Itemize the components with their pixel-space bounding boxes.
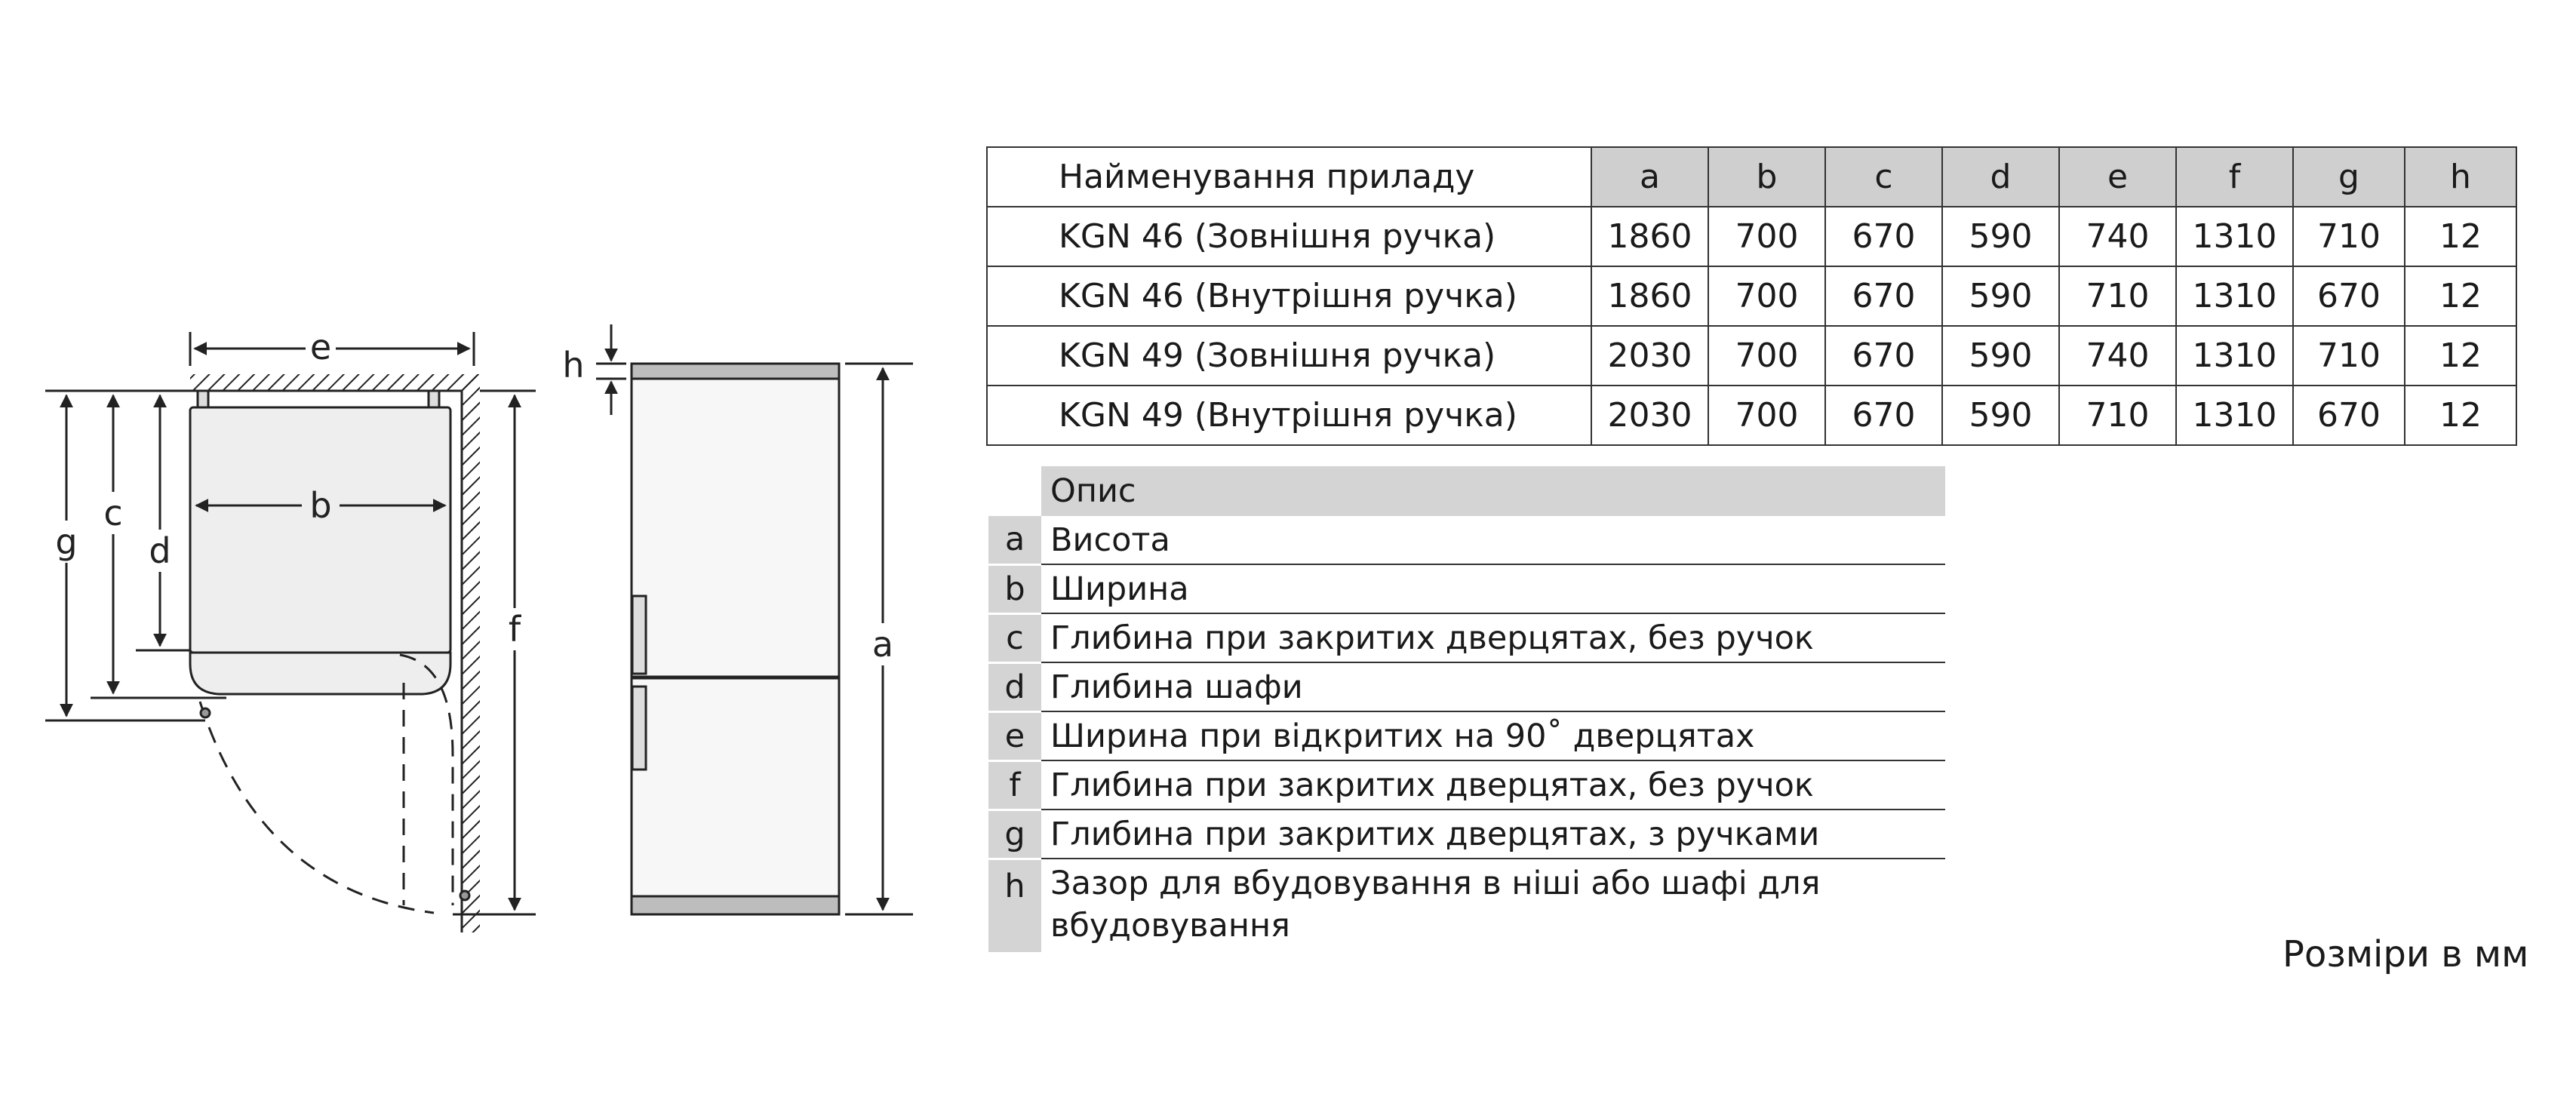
legend-item	[988, 564, 1945, 613]
handle-upper	[632, 596, 646, 674]
legend-item	[988, 662, 1945, 711]
cell-g: 670	[2293, 386, 2405, 445]
label-g: g	[55, 521, 78, 562]
cell-g: 670	[2293, 266, 2405, 326]
units-footnote: Розміри в мм	[2282, 933, 2529, 975]
fridge-top-body	[190, 407, 450, 653]
legend-letter: d	[988, 662, 1041, 711]
wall-side-hatch	[462, 374, 480, 932]
cell-a: 1860	[1591, 266, 1708, 326]
wall-top-hatch	[190, 374, 479, 391]
cell-e: 710	[2059, 386, 2176, 445]
cell-h: 12	[2405, 386, 2516, 445]
legend-text: Ширина при відкритих на 90˚ дверцятах	[1041, 711, 1945, 760]
cell-d: 590	[1942, 326, 2059, 386]
legend-item	[988, 760, 1945, 810]
dimension-legend	[988, 466, 1945, 954]
label-h: h	[562, 345, 585, 386]
model-name: KGN 46 (Зовнішня ручка)	[987, 207, 1591, 266]
legend-header-row	[988, 466, 1945, 516]
models-dimension-table	[986, 146, 2517, 446]
cell-b: 700	[1708, 266, 1825, 326]
header-a: a	[1591, 147, 1708, 207]
label-f: f	[508, 609, 521, 650]
legend-text: Глибина при закритих дверцятах, без ручок	[1041, 760, 1945, 810]
cell-f: 1310	[2176, 386, 2293, 445]
cell-b: 700	[1708, 207, 1825, 266]
handle-lower	[632, 687, 646, 770]
table-row	[987, 207, 2516, 266]
fridge-front-body	[632, 364, 839, 914]
header-g: g	[2293, 147, 2405, 207]
cell-f: 1310	[2176, 266, 2293, 326]
header-device-name: Найменування приладу	[987, 147, 1591, 207]
legend-letter: g	[988, 810, 1041, 859]
cell-g: 710	[2293, 207, 2405, 266]
cell-d: 590	[1942, 207, 2059, 266]
cell-c: 670	[1825, 207, 1942, 266]
legend-letter: e	[988, 711, 1041, 760]
table-row	[987, 266, 2516, 326]
table-row	[987, 326, 2516, 386]
cell-b: 700	[1708, 326, 1825, 386]
legend-letter: a	[988, 516, 1041, 564]
legend-letter: b	[988, 564, 1041, 613]
cell-a: 2030	[1591, 326, 1708, 386]
table-row	[987, 386, 2516, 445]
header-h: h	[2405, 147, 2516, 207]
legend-text: Глибина при закритих дверцятах, без ручок	[1041, 613, 1945, 662]
header-e: e	[2059, 147, 2176, 207]
header-c: c	[1825, 147, 1942, 207]
label-d: d	[149, 530, 171, 571]
cell-f: 1310	[2176, 207, 2293, 266]
cell-e: 740	[2059, 207, 2176, 266]
model-name: KGN 46 (Внутрішня ручка)	[987, 266, 1591, 326]
legend-text: Висота	[1041, 516, 1945, 564]
cell-d: 590	[1942, 266, 2059, 326]
cell-c: 670	[1825, 386, 1942, 445]
legend-item	[988, 859, 1945, 953]
cell-f: 1310	[2176, 326, 2293, 386]
dimension-drawing	[0, 0, 936, 981]
cell-h: 12	[2405, 326, 2516, 386]
cell-c: 670	[1825, 266, 1942, 326]
legend-item	[988, 711, 1945, 760]
header-d: d	[1942, 147, 2059, 207]
label-c: c	[103, 493, 123, 533]
cell-a: 1860	[1591, 207, 1708, 266]
cell-g: 710	[2293, 326, 2405, 386]
legend-letter: f	[988, 760, 1041, 810]
cell-h: 12	[2405, 207, 2516, 266]
cell-b: 700	[1708, 386, 1825, 445]
cell-e: 710	[2059, 266, 2176, 326]
door-swing-arc	[200, 702, 434, 913]
legend-text: Глибина шафи	[1041, 662, 1945, 711]
label-b: b	[309, 485, 332, 526]
model-name: KGN 49 (Внутрішня ручка)	[987, 386, 1591, 445]
legend-text: Зазор для вбудовування в ніші або шафі для вбудовування	[1050, 865, 1821, 945]
legend-item	[988, 613, 1945, 662]
cell-e: 740	[2059, 326, 2176, 386]
legend-letter: c	[988, 613, 1041, 662]
legend-text: Глибина при закритих дверцятах, з ручками	[1041, 810, 1945, 859]
label-e: e	[309, 327, 332, 367]
header-b: b	[1708, 147, 1825, 207]
cell-h: 12	[2405, 266, 2516, 326]
header-f: f	[2176, 147, 2293, 207]
legend-item	[988, 516, 1945, 564]
legend-letter: h	[988, 859, 1041, 953]
label-a: a	[871, 624, 894, 665]
models-header-row	[987, 147, 2516, 207]
legend-item	[988, 810, 1945, 859]
legend-title: Опис	[1041, 466, 1945, 516]
cell-c: 670	[1825, 326, 1942, 386]
legend-text: Ширина	[1041, 564, 1945, 613]
cell-a: 2030	[1591, 386, 1708, 445]
model-name: KGN 49 (Зовнішня ручка)	[987, 326, 1591, 386]
legend-header-spacer	[988, 466, 1041, 516]
cell-d: 590	[1942, 386, 2059, 445]
